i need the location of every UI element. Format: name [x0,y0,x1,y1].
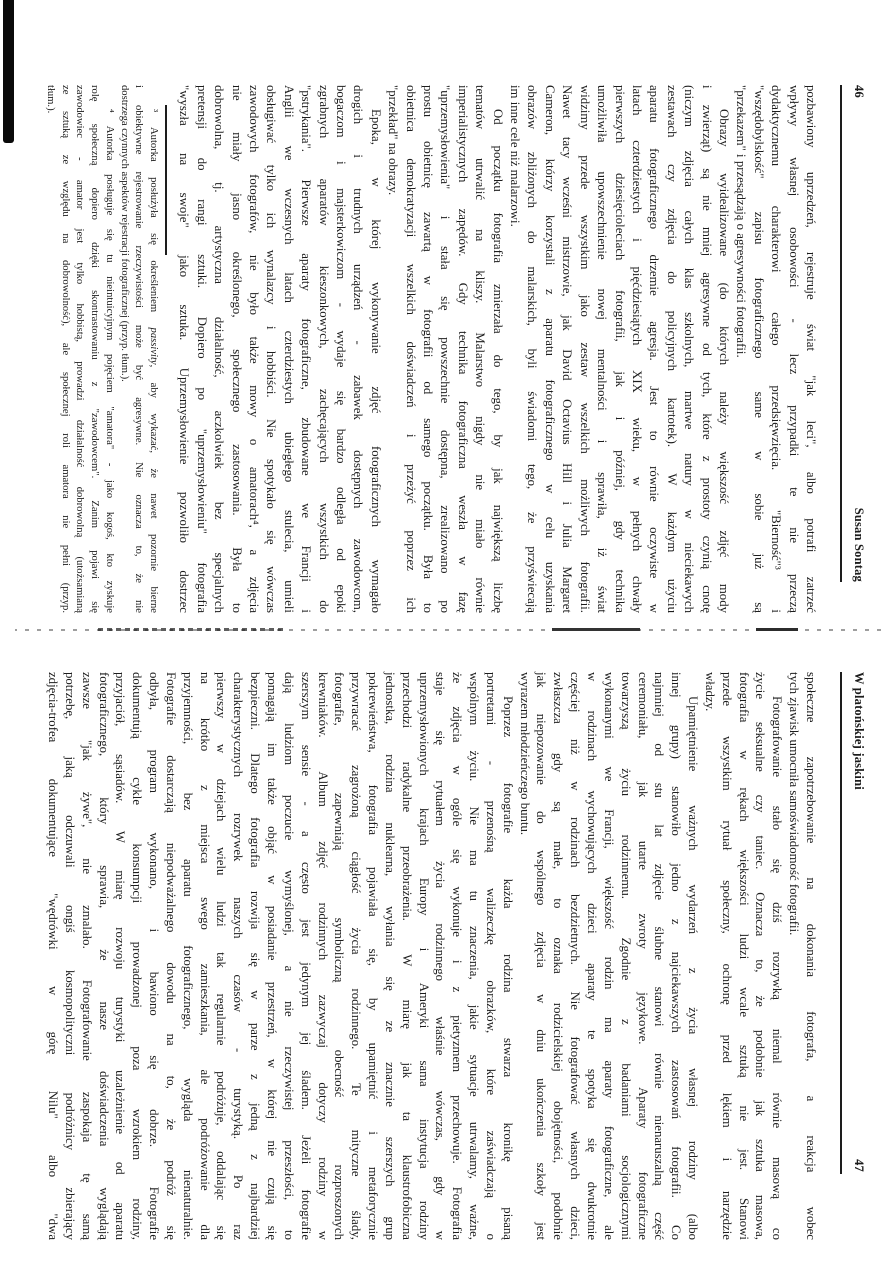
text-line: rolę społeczną dopiero dzięki skontrastowaniu z "zawodowcem". Zanim pojawi się [89,85,101,613]
text-line: dostrzega czynnych aspektów rejestracji fotograficznej (przyp. tłum.). [118,85,130,382]
text-line: dają ludziom poczucie wymyślonej, a nie rzeczywistej przeszłości, to [281,672,296,1240]
text-line: tłum.). [45,85,57,114]
text-line: zawodowiec - amator jest tylko hobbistą, prowadzi działalność dobrowolną (utożsamianą [74,85,86,613]
text-line: w rodzinach wychowujących dzieci aparaty te spotyka się dwukrotnie [585,672,600,1240]
text-line: "przekład" na obrazy. [386,85,401,196]
text-line: obietnica demokratyzacji wszelkich doświadczeń i przeżyć poprzez ich [403,85,418,613]
text-line: potrzebę, jaką odczuwali ongiś kosmopolityczni podróżnicy zbierający [62,672,77,1240]
text-line: "pstrykania". Pierwsze aparaty fotograficzne, zbudowane we Francji i [299,85,314,613]
paragraph [701,672,785,1240]
text-line: "uprzemysłowienia" i stała się powszechnie dostępna, zrealizowano po [438,85,453,613]
text-line: pozbawiony uprzedzeń, rejestruje świat "jak leci", albo potrafi zatrzeć [804,85,818,613]
text-line: Epoka, w której wykonywanie zdjęć fotograficznych wymagało [368,109,383,613]
text-line: innej grupy) stanowiło jedno z najciekawszych zastosowań fotografii. Co [669,672,684,1240]
text-line: obrazów zbliżonych do malarskich, byli świadomi tego, że przyświecają [525,85,540,613]
text-line: Obrazy wyidealizowane (do których należy większość zdjęć mody [716,109,731,613]
text-line: szerszym sensie - a często jest jedynym jej śladem. Jeżeli fotografie [298,672,313,1240]
running-head-text: W platońskiej jaskini [852,672,866,790]
text-line: krewniaków. Album zdjęć rodzinnych zazwyczaj dotyczy rodziny w [315,672,330,1240]
text-line: portretami - przenośną walizeczkę obrazków, które zaświadczają o [483,672,498,1240]
text-line: dydaktycznemu charakterowi całego przedsięwzięcia. "Bierność"³ i [769,85,784,613]
running-header [851,85,866,582]
text-line: im inne cele niż malarzowi. [508,85,523,227]
text-line: władzy. [702,672,717,712]
text-line: uprzemysłowionych krajach Europy i Ameryki sama instytucja rodziny [416,672,431,1240]
text-line: "wszędobylskość" zapisu fotograficznego same w sobie już są [751,85,766,613]
page-47 [0,638,893,1263]
footnote-rule [165,105,167,255]
gutter-fold-line-dense [98,628,283,631]
page-body-text [175,85,819,613]
text-line: obsługiwać tylko ich wynalazcy i hobbiści. Nie spotykało się wówczas [264,85,279,613]
text-line: ze sztuką ze względu na dobrowolność), ale społecznej roli amatora nie pełni (przyp. [59,85,71,613]
text-line: pierwszych dziesięcioleciach fotografii, jak i później, gdy technika [612,85,627,613]
paragraph [42,85,116,613]
text-line: imperialistycznych zapędów. Gdy technika fotograficzna weszła w fazę [455,85,470,613]
text-line: Poprzez fotografie każda rodzina stwarza kronikę pisaną [500,696,515,1240]
text-line: Fotografowanie stało się dziś rozrywką niemal równie masową co [770,696,785,1240]
text-line: ³ Autorka posłużyła się określeniem passivity, aby wykazać, że nawet pozornie bierne [148,109,159,613]
footnotes [42,85,160,613]
paragraph [506,85,732,613]
text-line: bogaczom i majsterkowiczom - wydaje się bardzo odległa od epoki [334,85,349,613]
text-line: fotografia w rękach większości ludzi wcale sztuką nie jest. Stanowi [736,672,751,1240]
text-line: prostu obietnicę zawartą w fotografii od samego początku. Była to [421,85,436,613]
text-line: zdjęcia-trofea dokumentujące "wędrówki w górę Nilu" albo "dwa [46,672,61,1240]
text-line: częściej niż w rodzinach bezdzietnych. Nie fotografować własnych dzieci, [568,672,583,1240]
text-line: na krótko z miejsca swego zamieszkania, ale podróżowanie dla [197,672,212,1240]
text-line: pokrewieństwa, fotografia pojawiała się, by upamiętnić i metaforycznie [366,672,381,1240]
text-line: jak niepozowanie do wspólnego zdjęcia w dniu ukończenia szkoły jest [534,672,549,1240]
paragraph [44,672,516,1240]
text-line: odbyła, program wykonano, i bawiono się dobrze. Fotografie [147,672,162,1240]
running-head-text: Susan Sontag [852,507,866,582]
text-line: "przekazem" i przesądzają o agresywności fotografii. [734,85,749,358]
text-line: pomagają im także objąć w posiadanie przestrzeń, w której nie czują się [265,672,279,1240]
paragraph [732,85,819,613]
text-line: jednostka, rodzina nuklearna, wyłania się ze znacznie szerszych grup [382,672,397,1240]
text-line: zawsze "jak żywe", nie zmalało. Fotografowanie zaspokaja tę samą [79,672,94,1240]
text-line: i obiektywne rejestrowanie rzeczywistości może być agresywne. Nie oznacza to, że nie [133,85,145,613]
text-line: drogich i trudnych urządzeń - zabawek dostępnych zawodowcom, [351,85,366,613]
text-line: zestawach czy zdjęcia do policyjnych kartotek). W każdym użyciu [664,85,679,613]
paragraph [516,672,701,1240]
text-line: zwłaszcza gdy są małe, to oznaka rodzicielskiej obojętności, podobnie [551,672,566,1240]
text-line: wpływy własnej osobowości - lecz przypadki te nie przeczą [786,85,801,613]
text-line: bezpieczni. Dlatego fotografia rozwija się w parze z jedną z najbardziej [248,672,263,1240]
text-line: wykonanymi we Francji, większość rodzin ma aparaty fotograficzne, ale [601,672,616,1240]
text-line: pierwszy w dziejach wielu ludzi tak regularnie podróżuje, oddalając się [214,672,229,1240]
page-number: 46 [852,85,866,98]
text-line: (niczym zdjęcia całych klas szkolnych, martwe natury w nieciekawych [682,85,697,613]
text-line: przyjemności, bez aparatu fotograficznego, wygląda nienaturalnie. [180,672,195,1240]
text-line: aparatu fotograficznego drzemie agresja. Jest to równie oczywiste w [647,85,662,613]
text-line: dokumentują cykle konsumpcji prowadzonej poza wzrokiem rodziny, [130,672,145,1240]
text-line: Upamiętnienie ważnych wydarzeń z życia własnej rodziny (albo [686,696,701,1240]
gutter-fold-mark [756,628,798,631]
text-line: charakterystycznych rozrywek naszych czasów - turystyką. Po raz [231,672,246,1240]
text-line: najmniej od stu lat zdjęcie ślubne stanowi równie nienaruszalną część [652,672,667,1240]
text-line: życie seksualne czy taniec. Oznacza to, że podobnie jak sztuka masowa, [753,672,768,1240]
text-line: tych zjawisk umocniła samoświadomość fotografii. [787,672,802,936]
paragraph [116,85,160,613]
running-header [851,672,866,1172]
text-line: staje się rytuałem życia rodzinnego właśnie wówczas, gdy w [433,672,448,1240]
text-line: pretensji do rangi sztuki. Dopiero po "uprzemysłowieniu" fotografia [194,85,209,613]
text-line: wyrazem młodzieńczego buntu. [517,672,532,836]
text-line: przechodzi radykalne przeobrażenia. W miarę jak ta klaustrofobiczna [399,672,414,1240]
page-body-text [44,672,819,1240]
text-line: Anglii we wczesnych latach czterdziestych ubiegłego stulecia, umieli [281,85,296,613]
text-line: widzimy przede wszystkim jako zestaw wszelkich możliwych fotografii. [577,85,592,613]
scan-edge-artifact [3,0,14,143]
gutter-fold-mark [552,628,640,631]
header-rule [840,672,842,1174]
text-line: Nawet tacy wcześni mistrzowie, jak David Octavius Hill i Julia Margaret [560,85,575,613]
text-line: Od początku fotografia zmierzała do tego, by jak największą liczbę [490,109,505,613]
text-line: przede wszystkim rytuał społeczny, ochronę przed lękiem i narzędzie [719,672,734,1240]
paragraph [384,85,506,613]
page-number: 47 [852,1159,866,1172]
text-line: umożliwiła upowszechnienie nowej mentalności i sprawiła, iż świat [595,85,610,613]
text-line: przywracać zagrożoną ciągłość życia rodzinnego. Te mityczne ślady, [349,672,364,1240]
text-line: Cameron, którzy korzystali z aparatu fotograficznego w celu uzyskania [542,85,557,613]
text-line: że zdjęcia w ogóle się wykonuje i z pietyzmem przechowuje. Fotografia [450,672,465,1240]
text-line: towarzyszą życiu rodzinnemu. Zgodnie z badaniami socjologicznymi [618,672,633,1240]
text-line: przyjaciół, sąsiadów. W miarę rozwoju turystyki uzależnienie od aparatu [113,672,128,1240]
text-line: zawodowych fotografów, nie było także mowy o amatorach⁴, a zdjęcia [247,85,261,613]
text-line: latach czterdziestych i pięćdziesiątych XIX wieku, w pełnych chwały [629,85,644,613]
text-line: dobrowolna, tj. artystyczna działalność, aczkolwiek bez specjalnych [212,85,227,613]
text-line: "wyszła na swoje" jako sztuka. Uprzemysłowienie pozwoliło dostrzec [177,85,192,613]
text-line: ⁴ Autorka posługuje się tu nieintuicyjnym pojęciem "amatora" - jako kogoś, kto zyskuje [103,109,115,613]
paragraph [175,85,384,613]
text-line: Fotografie dostarczają niepodważalnego dowodu na to, że podróż się [163,672,178,1240]
text-line: zgrabnych aparatów kieszonkowych, zachęcających wszystkich do [316,85,331,613]
text-line: fotograficznego, który sprawia, że nasze doświadczenia wyglądają [96,672,111,1240]
text-line: i zwierząt) są nie mniej agresywne od tych, które z prostoty czynią cnotę [699,85,714,613]
text-line: fotografie, zapewniają symboliczną obecność rozproszonych [332,672,347,1240]
text-line: wspólnym życiu. Nie ma tu znaczenia, jakie sytuacje utrwalamy, ważne, [467,672,482,1240]
text-line: nie miały jasno określonego, społecznego zastosowania. Była to [229,85,244,613]
text-line: społeczne zapotrzebowanie na dokonania fotografa, a reakcja wobec [804,672,818,1240]
text-line: ceremoniału, jak utarte zwroty językowe. Aparaty fotograficzne [635,672,650,1240]
paragraph [785,672,819,1240]
text-line: tematów utrwalić na kliszy. Malarstwo nigdy nie miało równie [473,85,488,613]
header-rule [840,85,842,582]
